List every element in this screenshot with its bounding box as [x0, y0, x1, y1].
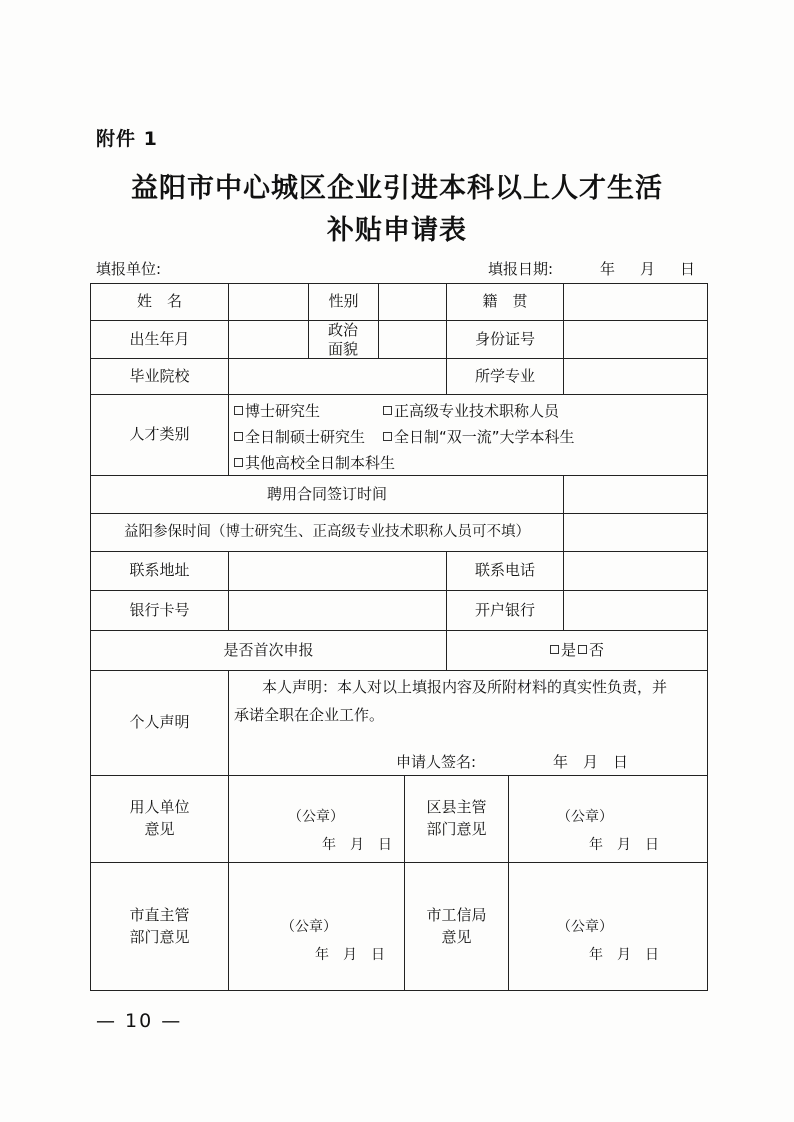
page-number: — 10 — — [96, 1010, 183, 1032]
checkbox-icon[interactable] — [578, 645, 587, 654]
checkbox-icon[interactable] — [550, 645, 559, 654]
talent-option-double-first-class[interactable]: 全日制“双一流”大学本科生 — [383, 426, 575, 447]
form-title-line-2: 补贴申请表 — [327, 215, 467, 246]
filling-date-day: 日 — [680, 260, 696, 278]
signature-label: 申请人签名: — [396, 753, 477, 771]
industry-bureau-opinion-label: 市工信局 意见 — [426, 905, 487, 946]
name-field[interactable] — [229, 284, 308, 320]
county-date: 年 月 日 — [589, 837, 659, 853]
native-place-label: 籍 贯 — [482, 292, 528, 311]
industry-bureau-date: 年 月 日 — [589, 947, 659, 963]
major-label: 所学专业 — [474, 366, 535, 385]
employer-opinion-label: 用人单位 意见 — [129, 798, 190, 838]
birth-date-field[interactable] — [229, 321, 308, 358]
industry-bureau-seal: （公章） — [557, 919, 613, 935]
major-field[interactable] — [564, 359, 707, 394]
gender-field[interactable] — [379, 284, 446, 320]
insurance-date-label: 益阳参保时间（博士研究生、正高级专业技术职称人员可不填） — [124, 523, 530, 540]
native-place-field[interactable] — [564, 284, 707, 320]
employer-date: 年 月 日 — [322, 837, 392, 853]
contract-date-label: 聘用合同签订时间 — [266, 484, 387, 503]
id-number-field[interactable] — [564, 321, 707, 358]
first-application-options — [447, 631, 707, 670]
employer-seal: （公章） — [288, 809, 344, 825]
checkbox-icon[interactable] — [234, 458, 243, 467]
first-application-no[interactable]: 否 — [578, 640, 604, 662]
bank-name-label: 开户银行 — [474, 600, 535, 619]
school-label: 毕业院校 — [129, 366, 190, 385]
filling-date-month: 月 — [640, 260, 656, 278]
bank-card-label: 银行卡号 — [129, 600, 190, 619]
talent-option-senior-title[interactable]: 正高级专业技术职称人员 — [383, 400, 559, 421]
first-application-label: 是否首次申报 — [223, 640, 314, 659]
city-dept-opinion-label: 市直主管 部门意见 — [129, 905, 190, 946]
talent-option-other-undergrad[interactable]: 其他高校全日制本科生 — [234, 452, 395, 473]
city-dept-date: 年 月 日 — [315, 947, 385, 963]
checkbox-icon[interactable] — [234, 406, 243, 415]
declaration-text-line-2: 承诺全职在企业工作。 — [234, 706, 385, 724]
address-field[interactable] — [229, 552, 446, 590]
checkbox-icon[interactable] — [383, 432, 392, 441]
filling-unit-label: 填报单位: — [96, 260, 162, 278]
talent-option-masters[interactable]: 全日制硕士研究生 — [234, 426, 365, 447]
birth-date-label: 出生年月 — [129, 329, 190, 348]
phone-field[interactable] — [564, 552, 707, 590]
checkbox-icon[interactable] — [234, 432, 243, 441]
address-label: 联系地址 — [129, 561, 190, 580]
form-title-line-1: 益阳市中心城区企业引进本科以上人才生活 — [131, 173, 663, 204]
first-application-yes[interactable]: 是 — [550, 640, 576, 662]
declaration-label: 个人声明 — [129, 713, 190, 732]
filling-date-label: 填报日期: — [488, 260, 554, 278]
attachment-label: 附件 1 — [96, 128, 158, 150]
city-dept-seal: （公章） — [281, 919, 337, 935]
talent-option-phd[interactable]: 博士研究生 — [234, 400, 320, 421]
phone-label: 联系电话 — [474, 561, 535, 580]
political-status-field[interactable] — [379, 321, 446, 358]
county-seal: （公章） — [557, 809, 613, 825]
declaration-text-line-1: 本人声明：本人对以上填报内容及所附材料的真实性负责，并 — [262, 678, 668, 696]
bank-name-field[interactable] — [564, 591, 707, 630]
filling-date-year: 年 — [600, 260, 616, 278]
county-opinion-label: 区县主管 部门意见 — [426, 798, 487, 838]
signature-date: 年 月 日 — [553, 753, 629, 771]
bank-card-field[interactable] — [229, 591, 446, 630]
insurance-date-field[interactable] — [564, 514, 707, 551]
political-status-label: 政治面貌 — [327, 320, 358, 358]
name-label: 姓 名 — [136, 292, 182, 311]
contract-date-field[interactable] — [564, 476, 707, 513]
id-number-label: 身份证号 — [474, 329, 535, 348]
talent-category-label: 人才类别 — [129, 425, 190, 444]
gender-label: 性别 — [328, 292, 359, 311]
school-field[interactable] — [229, 359, 446, 394]
checkbox-icon[interactable] — [383, 406, 392, 415]
